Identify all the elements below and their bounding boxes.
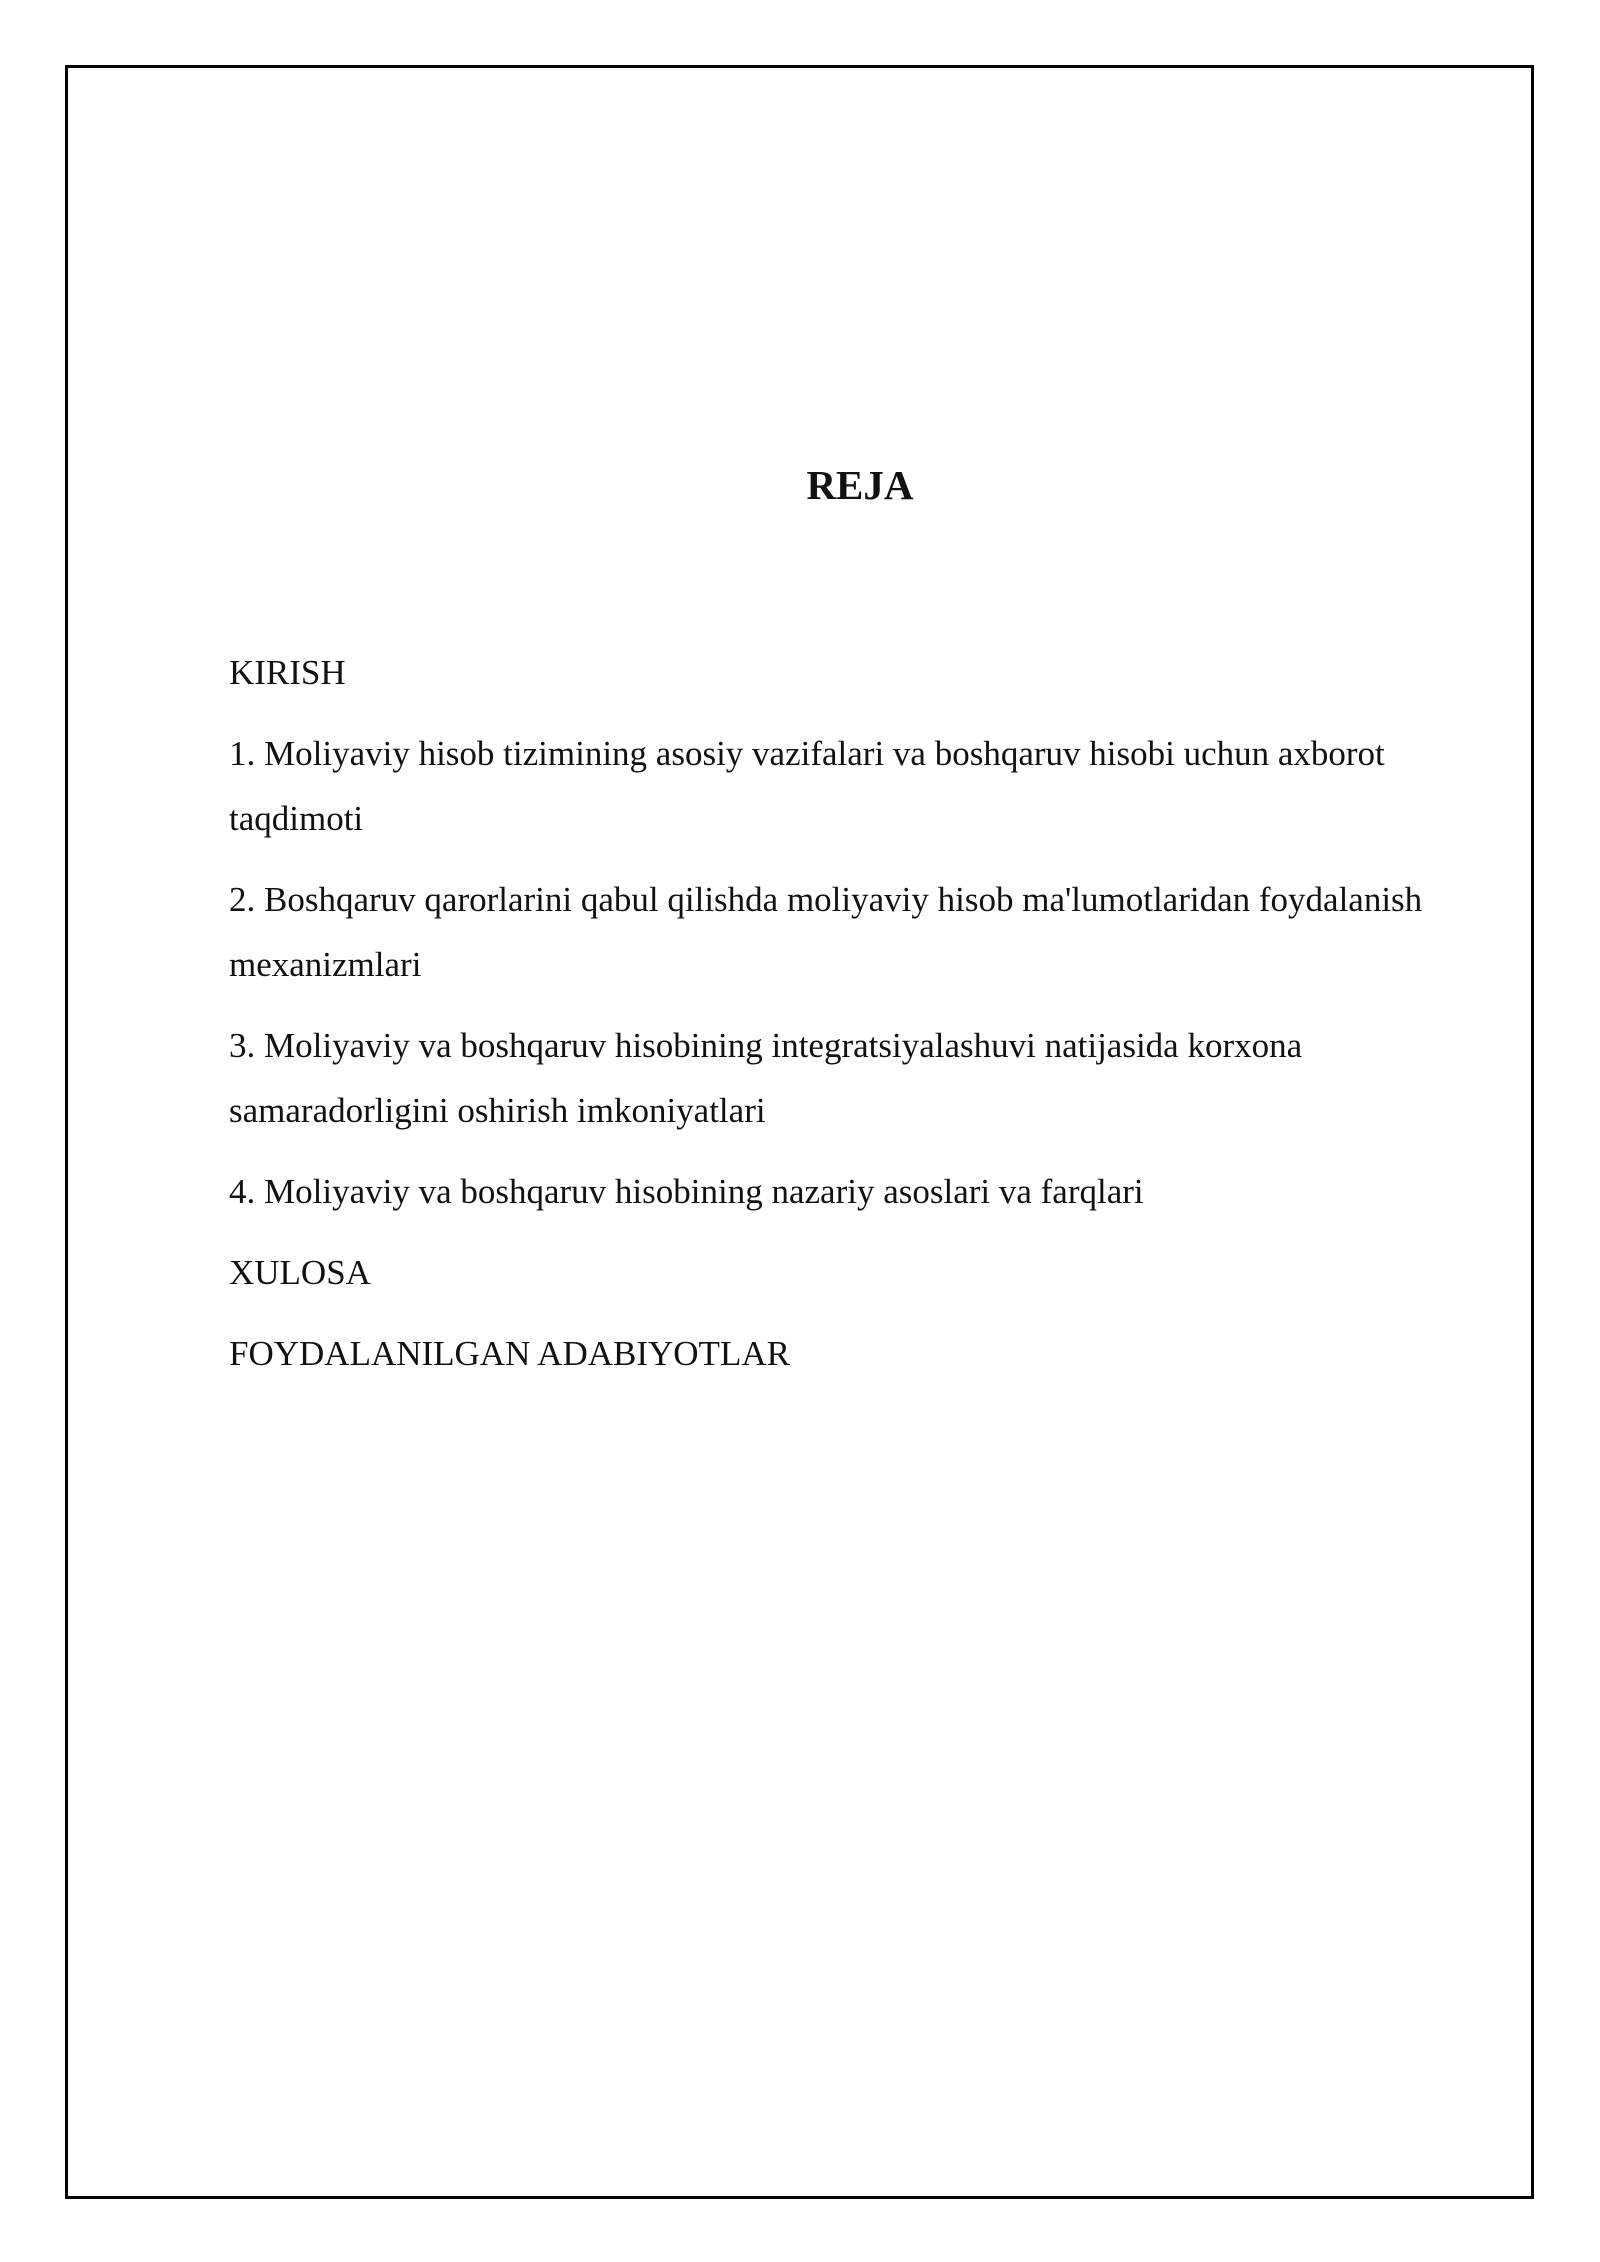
- plan-item-1: 1. Moliyaviy hisob tizimining asosiy vazifalari va boshqaruv hisobi uchun axborot taqdimoti: [229, 734, 1385, 838]
- plan-item-3: 3. Moliyaviy va boshqaruv hisobining integratsiyalashuvi natijasida korxona samaradorligini oshirish imkoniyatlari: [229, 1026, 1303, 1130]
- plan-list: [229, 640, 1499, 1402]
- plan-item-references: FOYDALANILGAN ADABIYOTLAR: [229, 1334, 790, 1373]
- plan-item-2: 2. Boshqaruv qarorlarini qabul qilishda moliyaviy hisob ma'lumotlaridan foydalanish mexanizmlari: [229, 880, 1423, 984]
- page-title: REJA: [806, 462, 914, 508]
- plan-item-conclusion: XULOSA: [229, 1253, 371, 1292]
- plan-item-4: 4. Moliyaviy va boshqaruv hisobining nazariy asoslari va farqlari: [229, 1172, 1144, 1211]
- plan-item-introduction: KIRISH: [229, 653, 346, 692]
